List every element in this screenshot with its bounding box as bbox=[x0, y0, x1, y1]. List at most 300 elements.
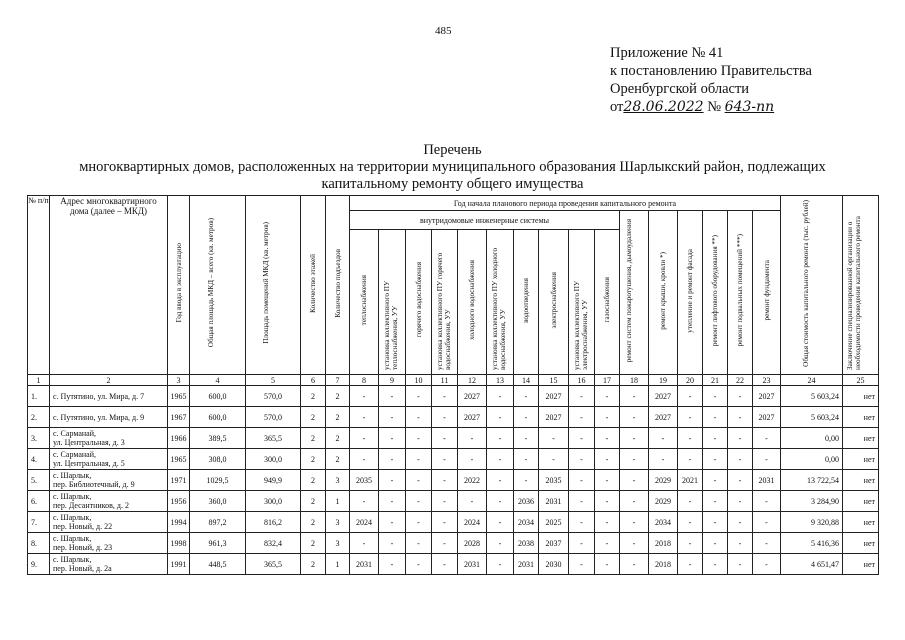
table-row bbox=[28, 407, 879, 428]
row-cell: 816,2 bbox=[246, 512, 301, 533]
header-foundation: ремонт фундамента bbox=[753, 211, 781, 375]
row-cell: - bbox=[406, 554, 432, 575]
row-cell: - bbox=[595, 470, 620, 491]
row-address bbox=[50, 386, 168, 407]
row-cell: - bbox=[379, 386, 406, 407]
row-cell: - bbox=[753, 428, 781, 449]
row-cell: - bbox=[350, 428, 379, 449]
document-title: Перечень bbox=[423, 142, 482, 158]
column-number: 7 bbox=[326, 375, 350, 386]
row-number: 8. bbox=[28, 533, 50, 554]
address-line-1: с. Шарлык, bbox=[53, 534, 92, 543]
row-cell: - bbox=[487, 407, 514, 428]
column-number: 10 bbox=[406, 375, 432, 386]
row-cell: 600,0 bbox=[190, 407, 246, 428]
row-cell: - bbox=[487, 470, 514, 491]
row-cell: - bbox=[678, 386, 703, 407]
row-cell: 2029 bbox=[649, 491, 678, 512]
row-cell: - bbox=[379, 470, 406, 491]
row-cell: - bbox=[569, 470, 595, 491]
row-cell: - bbox=[487, 428, 514, 449]
row-cell: 2 bbox=[301, 554, 326, 575]
row-address bbox=[50, 533, 168, 554]
row-cell: - bbox=[728, 449, 753, 470]
column-number: 22 bbox=[728, 375, 753, 386]
row-cell: - bbox=[728, 407, 753, 428]
row-cell: 1956 bbox=[168, 491, 190, 512]
row-cell: 1965 bbox=[168, 386, 190, 407]
row-cell: - bbox=[350, 533, 379, 554]
row-cell: нет bbox=[843, 428, 879, 449]
column-number: 18 bbox=[620, 375, 649, 386]
row-cell: 5 603,24 bbox=[781, 386, 843, 407]
row-address bbox=[50, 491, 168, 512]
row-cell: 4 651,47 bbox=[781, 554, 843, 575]
appendix-date-line bbox=[610, 98, 812, 116]
row-cell: - bbox=[620, 449, 649, 470]
address-line-2: пер. Новый, д. 2а bbox=[53, 564, 112, 573]
appendix-block bbox=[610, 44, 812, 116]
address-line-1: с. Путятино, ул. Мира, д. 9 bbox=[53, 412, 145, 422]
row-address bbox=[50, 407, 168, 428]
header-engineering-group: внутридомовые инженерные системы bbox=[350, 211, 620, 230]
column-number: 9 bbox=[379, 375, 406, 386]
row-cell: 300,0 bbox=[246, 449, 301, 470]
address-line-1: с. Шарлык, bbox=[53, 492, 92, 501]
document-subtitle-line-2: капитальному ремонту общего имущества bbox=[321, 176, 584, 192]
row-cell: - bbox=[539, 449, 569, 470]
row-cell: - bbox=[514, 407, 539, 428]
row-cell: - bbox=[406, 386, 432, 407]
column-number: 15 bbox=[539, 375, 569, 386]
row-cell: 1971 bbox=[168, 470, 190, 491]
row-cell: 2 bbox=[301, 533, 326, 554]
row-cell: - bbox=[487, 512, 514, 533]
header-total-cost: Общая стоимость капитального ремонта (тыс. рублей) bbox=[781, 196, 843, 375]
column-number: 6 bbox=[301, 375, 326, 386]
column-number: 3 bbox=[168, 375, 190, 386]
table-row bbox=[28, 554, 879, 575]
row-cell: 2035 bbox=[350, 470, 379, 491]
row-cell: 2 bbox=[301, 470, 326, 491]
row-cell: нет bbox=[843, 407, 879, 428]
row-cell: - bbox=[379, 449, 406, 470]
column-number: 12 bbox=[458, 375, 487, 386]
row-cell: - bbox=[703, 407, 728, 428]
row-cell: 1029,5 bbox=[190, 470, 246, 491]
column-number: 20 bbox=[678, 375, 703, 386]
header-facade: утепление и ремонт фасада bbox=[678, 211, 703, 375]
number-value: 643-пп bbox=[724, 99, 775, 115]
header-floors: Количество этажей bbox=[301, 196, 326, 375]
row-cell: 2027 bbox=[539, 386, 569, 407]
row-number: 7. bbox=[28, 512, 50, 533]
address-line-1: с. Сарманай, bbox=[53, 450, 96, 459]
row-cell: 2 bbox=[301, 428, 326, 449]
row-cell: - bbox=[379, 554, 406, 575]
row-cell: 2027 bbox=[539, 407, 569, 428]
row-number: 2. bbox=[28, 407, 50, 428]
column-number: 4 bbox=[190, 375, 246, 386]
date-prefix: от bbox=[610, 99, 624, 115]
address-line-2: пер. Новый, д. 22 bbox=[53, 522, 113, 531]
column-number: 8 bbox=[350, 375, 379, 386]
table-body bbox=[28, 386, 879, 575]
row-cell: 3 bbox=[326, 470, 350, 491]
row-cell: - bbox=[728, 554, 753, 575]
row-cell: - bbox=[620, 554, 649, 575]
row-number: 5. bbox=[28, 470, 50, 491]
table-row bbox=[28, 386, 879, 407]
row-cell: 1967 bbox=[168, 407, 190, 428]
row-cell: - bbox=[703, 449, 728, 470]
row-cell: 9 320,88 bbox=[781, 512, 843, 533]
address-line-2: пер. Новый, д. 23 bbox=[53, 543, 113, 552]
row-cell: - bbox=[728, 470, 753, 491]
row-cell: - bbox=[595, 428, 620, 449]
row-cell: - bbox=[487, 449, 514, 470]
row-cell: - bbox=[678, 491, 703, 512]
row-address bbox=[50, 554, 168, 575]
row-cell: 308,0 bbox=[190, 449, 246, 470]
row-cell: - bbox=[432, 512, 458, 533]
row-cell: 2031 bbox=[539, 491, 569, 512]
table-row bbox=[28, 491, 879, 512]
row-cell: 949,9 bbox=[246, 470, 301, 491]
row-cell: 360,0 bbox=[190, 491, 246, 512]
header-electricity-meter: установка коллективного ПУ электроснабжения, УУ bbox=[569, 230, 595, 375]
row-cell: 2018 bbox=[649, 533, 678, 554]
row-cell: 897,2 bbox=[190, 512, 246, 533]
row-cell: - bbox=[620, 386, 649, 407]
row-cell: - bbox=[432, 449, 458, 470]
row-cell: - bbox=[728, 491, 753, 512]
row-cell: - bbox=[458, 449, 487, 470]
row-cell: - bbox=[406, 533, 432, 554]
row-cell: 600,0 bbox=[190, 386, 246, 407]
row-cell: 2 bbox=[326, 449, 350, 470]
table-row bbox=[28, 449, 879, 470]
row-cell: - bbox=[379, 428, 406, 449]
row-cell: - bbox=[678, 428, 703, 449]
row-address bbox=[50, 512, 168, 533]
row-cell: - bbox=[595, 533, 620, 554]
row-cell: - bbox=[487, 491, 514, 512]
row-cell: - bbox=[406, 407, 432, 428]
row-cell: - bbox=[703, 470, 728, 491]
header-drainage: водоотведения bbox=[514, 230, 539, 375]
document-subtitle-line-1: многоквартирных домов, расположенных на территории муниципального образования Шарлыкский район, подлежащих bbox=[79, 159, 826, 175]
row-number: 1. bbox=[28, 386, 50, 407]
row-cell: - bbox=[432, 554, 458, 575]
row-number: 3. bbox=[28, 428, 50, 449]
row-cell: - bbox=[678, 449, 703, 470]
header-hot-water-meter: установка коллективного ПУ горячего водоснабжения, УУ bbox=[432, 230, 458, 375]
row-number: 6. bbox=[28, 491, 50, 512]
row-cell: 2 bbox=[326, 428, 350, 449]
column-number: 1 bbox=[28, 375, 50, 386]
row-cell: 2036 bbox=[514, 491, 539, 512]
row-cell: - bbox=[703, 386, 728, 407]
header-total-area: Общая площадь МКД – всего (кв. метров) bbox=[190, 196, 246, 375]
row-address bbox=[50, 449, 168, 470]
number-prefix: № bbox=[707, 99, 722, 115]
row-cell: 2 bbox=[326, 386, 350, 407]
row-cell: - bbox=[514, 428, 539, 449]
row-cell: 1966 bbox=[168, 428, 190, 449]
row-cell: 2024 bbox=[458, 512, 487, 533]
column-number: 24 bbox=[781, 375, 843, 386]
row-cell: - bbox=[753, 512, 781, 533]
header-num: № п/п bbox=[28, 196, 50, 375]
header-cold-water-meter: установка коллективного ПУ холодного водоснабжения, УУ bbox=[487, 230, 514, 375]
row-cell: 448,5 bbox=[190, 554, 246, 575]
column-number: 25 bbox=[843, 375, 879, 386]
row-cell: 2031 bbox=[350, 554, 379, 575]
column-number-row bbox=[28, 375, 879, 386]
row-cell: - bbox=[514, 449, 539, 470]
row-cell: - bbox=[753, 491, 781, 512]
row-cell: - bbox=[406, 449, 432, 470]
row-cell: - bbox=[350, 386, 379, 407]
address-line-1: с. Шарлык, bbox=[53, 555, 92, 564]
row-cell: 389,5 bbox=[190, 428, 246, 449]
header-heating-meter: установка коллективного ПУ теплоснабжения, УУ bbox=[379, 230, 406, 375]
row-cell: - bbox=[595, 554, 620, 575]
row-cell: 5 416,36 bbox=[781, 533, 843, 554]
row-cell: - bbox=[432, 407, 458, 428]
row-cell: 2021 bbox=[678, 470, 703, 491]
row-cell: - bbox=[620, 512, 649, 533]
row-cell: - bbox=[350, 491, 379, 512]
row-cell: - bbox=[753, 533, 781, 554]
row-cell: - bbox=[379, 407, 406, 428]
row-cell: - bbox=[703, 491, 728, 512]
header-year-built: Год ввода в эксплуатацию bbox=[168, 196, 190, 375]
row-cell: - bbox=[620, 428, 649, 449]
row-number: 9. bbox=[28, 554, 50, 575]
row-cell: - bbox=[595, 386, 620, 407]
row-cell: - bbox=[432, 470, 458, 491]
row-cell: - bbox=[350, 407, 379, 428]
column-number: 2 bbox=[50, 375, 168, 386]
column-number: 17 bbox=[595, 375, 620, 386]
row-cell: 2035 bbox=[539, 470, 569, 491]
row-cell: 2 bbox=[301, 512, 326, 533]
address-line-2: ул. Центральная, д. 5 bbox=[53, 459, 125, 468]
table-row bbox=[28, 512, 879, 533]
row-cell: 365,5 bbox=[246, 428, 301, 449]
row-cell: 832,4 bbox=[246, 533, 301, 554]
row-cell: 2027 bbox=[649, 407, 678, 428]
row-cell: - bbox=[678, 512, 703, 533]
row-cell: 1998 bbox=[168, 533, 190, 554]
row-cell: - bbox=[649, 428, 678, 449]
row-cell: - bbox=[432, 533, 458, 554]
row-cell: 0,00 bbox=[781, 449, 843, 470]
row-cell: 2037 bbox=[539, 533, 569, 554]
row-cell: 2027 bbox=[753, 386, 781, 407]
houses-table bbox=[27, 195, 879, 575]
row-cell: 2027 bbox=[649, 386, 678, 407]
row-cell: 2029 bbox=[649, 470, 678, 491]
row-cell: 2031 bbox=[514, 554, 539, 575]
row-cell: - bbox=[649, 449, 678, 470]
row-cell: нет bbox=[843, 512, 879, 533]
row-cell: - bbox=[487, 533, 514, 554]
row-cell: - bbox=[458, 428, 487, 449]
row-cell: нет bbox=[843, 470, 879, 491]
row-cell: 2027 bbox=[753, 407, 781, 428]
header-conclusion: Заключение специализированной организации о необходимости проведения капитального ремонта bbox=[843, 196, 879, 375]
row-cell: 5 603,24 bbox=[781, 407, 843, 428]
row-cell: 1991 bbox=[168, 554, 190, 575]
row-cell: - bbox=[569, 491, 595, 512]
row-cell: - bbox=[569, 407, 595, 428]
header-elevator: ремонт лифтового оборудования **) bbox=[703, 211, 728, 375]
column-number: 21 bbox=[703, 375, 728, 386]
row-cell: - bbox=[620, 491, 649, 512]
row-cell: 2030 bbox=[539, 554, 569, 575]
row-cell: - bbox=[728, 533, 753, 554]
row-cell: 2022 bbox=[458, 470, 487, 491]
row-cell: - bbox=[595, 491, 620, 512]
row-cell: 13 722,54 bbox=[781, 470, 843, 491]
row-cell: - bbox=[514, 386, 539, 407]
row-cell: нет bbox=[843, 449, 879, 470]
row-cell: - bbox=[458, 491, 487, 512]
address-line-2: пер. Десантников, д. 2 bbox=[53, 501, 130, 510]
row-cell: 2034 bbox=[514, 512, 539, 533]
row-cell: - bbox=[678, 533, 703, 554]
address-line-1: с. Шарлык, bbox=[53, 513, 92, 522]
row-cell: 2038 bbox=[514, 533, 539, 554]
column-number: 16 bbox=[569, 375, 595, 386]
page-number: 485 bbox=[435, 25, 452, 37]
row-cell: - bbox=[703, 428, 728, 449]
column-number: 19 bbox=[649, 375, 678, 386]
row-cell: - bbox=[703, 554, 728, 575]
column-number: 11 bbox=[432, 375, 458, 386]
header-period-group: Год начала планового периода проведения капитального ремонта bbox=[350, 196, 781, 211]
row-cell: нет bbox=[843, 491, 879, 512]
row-number: 4. bbox=[28, 449, 50, 470]
row-address bbox=[50, 428, 168, 449]
row-cell: 2 bbox=[301, 491, 326, 512]
row-cell: 2027 bbox=[458, 407, 487, 428]
row-cell: - bbox=[379, 533, 406, 554]
row-cell: 365,5 bbox=[246, 554, 301, 575]
row-cell: 2027 bbox=[458, 386, 487, 407]
row-cell: нет bbox=[843, 533, 879, 554]
row-cell: - bbox=[728, 386, 753, 407]
header-basement: ремонт подвальных помещений ***) bbox=[728, 211, 753, 375]
appendix-line-1: Приложение № 41 bbox=[610, 45, 724, 61]
row-cell: - bbox=[406, 491, 432, 512]
row-cell: - bbox=[350, 449, 379, 470]
row-cell: 2 bbox=[326, 407, 350, 428]
column-number: 5 bbox=[246, 375, 301, 386]
column-number: 13 bbox=[487, 375, 514, 386]
row-cell: - bbox=[569, 449, 595, 470]
row-cell: - bbox=[703, 533, 728, 554]
row-cell: - bbox=[406, 470, 432, 491]
row-cell: 3 284,90 bbox=[781, 491, 843, 512]
header-premises-area: Площадь помещений МКД (кв. метров) bbox=[246, 196, 301, 375]
row-cell: 2025 bbox=[539, 512, 569, 533]
row-cell: 2 bbox=[301, 407, 326, 428]
row-cell: - bbox=[569, 533, 595, 554]
address-line-1: с. Шарлык, bbox=[53, 471, 92, 480]
row-cell: 2031 bbox=[753, 470, 781, 491]
row-cell: 3 bbox=[326, 512, 350, 533]
row-cell: - bbox=[595, 449, 620, 470]
column-number: 14 bbox=[514, 375, 539, 386]
row-cell: 0,00 bbox=[781, 428, 843, 449]
row-cell: 2034 bbox=[649, 512, 678, 533]
row-cell: - bbox=[406, 512, 432, 533]
row-cell: - bbox=[379, 512, 406, 533]
row-cell: - bbox=[569, 512, 595, 533]
row-cell: - bbox=[432, 428, 458, 449]
row-cell: 2018 bbox=[649, 554, 678, 575]
header-gas: газоснабжения bbox=[595, 230, 620, 375]
address-line-1: с. Путятино, ул. Мира, д. 7 bbox=[53, 391, 145, 401]
row-cell: - bbox=[728, 512, 753, 533]
row-cell: 2 bbox=[301, 449, 326, 470]
header-electricity: электроснабжения bbox=[539, 230, 569, 375]
header-fire-systems: ремонт систем пожаротушения, дымоудаления bbox=[620, 211, 649, 375]
header-address: Адрес многоквартирного дома (далее – МКД) bbox=[50, 196, 168, 375]
header-cold-water: холодного водоснабжения bbox=[458, 230, 487, 375]
row-cell: 1 bbox=[326, 491, 350, 512]
address-line-1: с. Сарманай, bbox=[53, 429, 96, 438]
row-cell: 1 bbox=[326, 554, 350, 575]
row-cell: 961,3 bbox=[190, 533, 246, 554]
row-cell: 2 bbox=[301, 386, 326, 407]
row-cell: 570,0 bbox=[246, 407, 301, 428]
row-cell: - bbox=[728, 428, 753, 449]
row-cell: 300,0 bbox=[246, 491, 301, 512]
row-cell: - bbox=[406, 428, 432, 449]
row-cell: - bbox=[595, 407, 620, 428]
row-cell: 570,0 bbox=[246, 386, 301, 407]
row-cell: - bbox=[487, 386, 514, 407]
row-address bbox=[50, 470, 168, 491]
table-row bbox=[28, 470, 879, 491]
table-row bbox=[28, 428, 879, 449]
address-line-2: пер. Библиотечный, д. 9 bbox=[53, 480, 135, 489]
row-cell: - bbox=[569, 428, 595, 449]
row-cell: нет bbox=[843, 554, 879, 575]
row-cell: - bbox=[569, 554, 595, 575]
row-cell: - bbox=[678, 554, 703, 575]
row-cell: 2024 bbox=[350, 512, 379, 533]
row-cell: 2031 bbox=[458, 554, 487, 575]
header-roof: ремонт крыши, кровли *) bbox=[649, 211, 678, 375]
row-cell: - bbox=[432, 491, 458, 512]
row-cell: 1965 bbox=[168, 449, 190, 470]
row-cell: - bbox=[595, 512, 620, 533]
column-number: 23 bbox=[753, 375, 781, 386]
appendix-line-3: Оренбургской области bbox=[610, 81, 750, 97]
address-line-2: ул. Центральная, д. 3 bbox=[53, 438, 125, 447]
row-cell: - bbox=[539, 428, 569, 449]
row-cell: - bbox=[487, 554, 514, 575]
row-cell: - bbox=[678, 407, 703, 428]
row-cell: - bbox=[753, 554, 781, 575]
header-heating: теплоснабжения bbox=[350, 230, 379, 375]
